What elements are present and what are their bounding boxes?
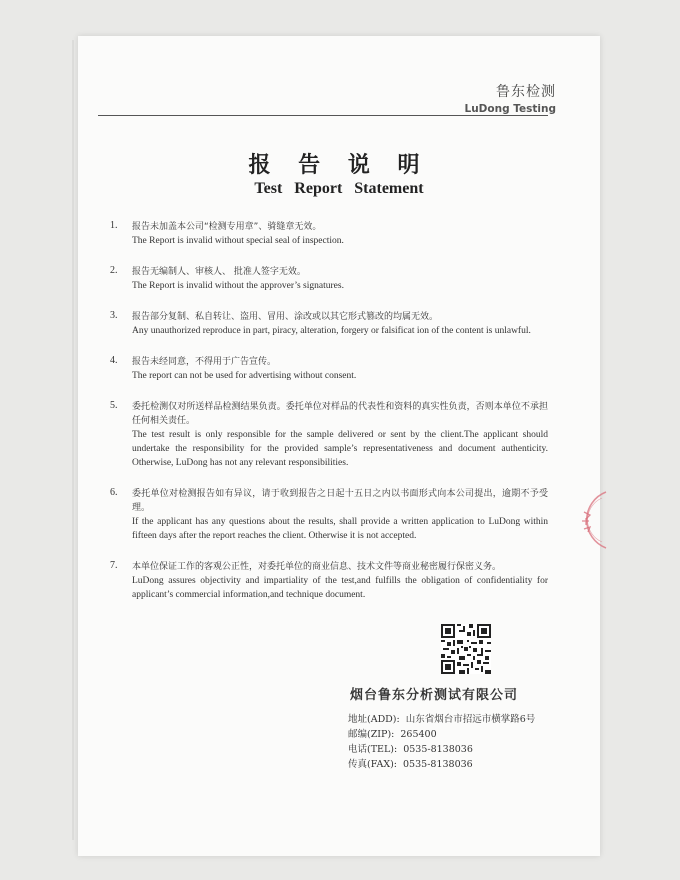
- item-number: 2.: [110, 265, 118, 276]
- contact-zip: [348, 727, 535, 742]
- page-title-cn: 报 告 说 明: [248, 152, 430, 178]
- item-text-cn: 委托检测仅对所送样品检测结果负责。委托单位对样品的代表性和资料的真实性负责，否则本单位不承担任何相关责任。: [132, 402, 548, 426]
- brand-name-cn: 鲁东检测: [496, 84, 556, 100]
- seal-stamp-icon: [566, 490, 610, 550]
- item-text-cn: 委托单位对检测报告如有异议，请于收到报告之日起十五日之内以书面形式向本公司提出，逾期不予受理。: [132, 489, 548, 513]
- contact-value: 265400: [400, 729, 437, 740]
- item-text-cn: 本单位保证工作的客观公正性，对委托单位的商业信息、技术文件等商业秘密履行保密义务。: [132, 562, 502, 572]
- item-text-cn: 报告部分复制、私自转让、盗用、冒用、涂改或以其它形式篡改的均属无效。: [132, 312, 439, 322]
- report-page: [78, 36, 600, 856]
- item-number: 6.: [110, 487, 118, 498]
- contact-value: 山东省烟台市招远市横掌路6号: [405, 714, 536, 725]
- contact-block: [348, 712, 535, 772]
- contact-fax: [348, 757, 535, 772]
- item-text-en: The Report is invalid without special seal of inspection.: [132, 236, 344, 246]
- contact-value: 0535-8138036: [403, 759, 473, 770]
- item-number: 1.: [110, 220, 118, 231]
- item-text-en: The report can not be used for advertising without consent.: [132, 371, 357, 381]
- item-number: 3.: [110, 310, 118, 321]
- item-text-en: The test result is only responsible for the sample delivered or sent by the client.The applicant should undertake the responsibility for the provided sample’s representativeness and document authenticity. Otherwise, LuDong has not any relevant responsibilities.: [132, 430, 548, 468]
- contact-address: [348, 712, 535, 727]
- statement-list: [110, 220, 548, 619]
- brand-header: [465, 81, 557, 115]
- item-number: 7.: [110, 560, 118, 571]
- item-text-en: Any unauthorized reproduce in part, piracy, alteration, forgery or falsificat ion of the content is unlawful.: [132, 326, 531, 336]
- item-number: 5.: [110, 400, 118, 411]
- page-title-en: Test Report Statement: [254, 180, 424, 197]
- contact-tel: [348, 742, 535, 757]
- statement-item: [110, 400, 548, 470]
- item-text-cn: 报告无编制人、审核人、 批准人签字无效。: [132, 267, 306, 277]
- statement-item: [110, 265, 548, 293]
- item-text-en: The Report is invalid without the approver’s signatures.: [132, 281, 344, 291]
- qr-code-icon: [441, 624, 491, 674]
- item-text-en: If the applicant has any questions about the results, shall provide a written application to LuDong within fifteen days after the report reaches the client. Otherwise it is not accepted.: [132, 517, 548, 541]
- header-divider: [98, 115, 548, 116]
- statement-item: [110, 310, 548, 338]
- item-text-en: LuDong assures objectivity and impartiality of the test,and fulfills the obligation of confidentiality for applicant’s commercial information,and technique document.: [132, 576, 548, 600]
- contact-value: 0535-8138036: [403, 744, 473, 755]
- brand-name-en: LuDong Testing: [464, 103, 556, 115]
- contact-label: 邮编(ZIP):: [348, 729, 395, 740]
- contact-label: 地址(ADD):: [348, 714, 400, 725]
- item-number: 4.: [110, 355, 118, 366]
- statement-item: [110, 220, 548, 248]
- item-text-cn: 报告未经同意，不得用于广告宣传。: [132, 357, 277, 367]
- contact-label: 电话(TEL):: [348, 744, 398, 755]
- contact-label: 传真(FAX):: [348, 759, 398, 770]
- statement-item: [110, 487, 548, 543]
- statement-item: [110, 355, 548, 383]
- item-text-cn: 报告未加盖本公司“检测专用章”、骑缝章无效。: [132, 222, 322, 232]
- statement-item: [110, 560, 548, 602]
- company-name: 烟台鲁东分析测试有限公司: [350, 688, 519, 703]
